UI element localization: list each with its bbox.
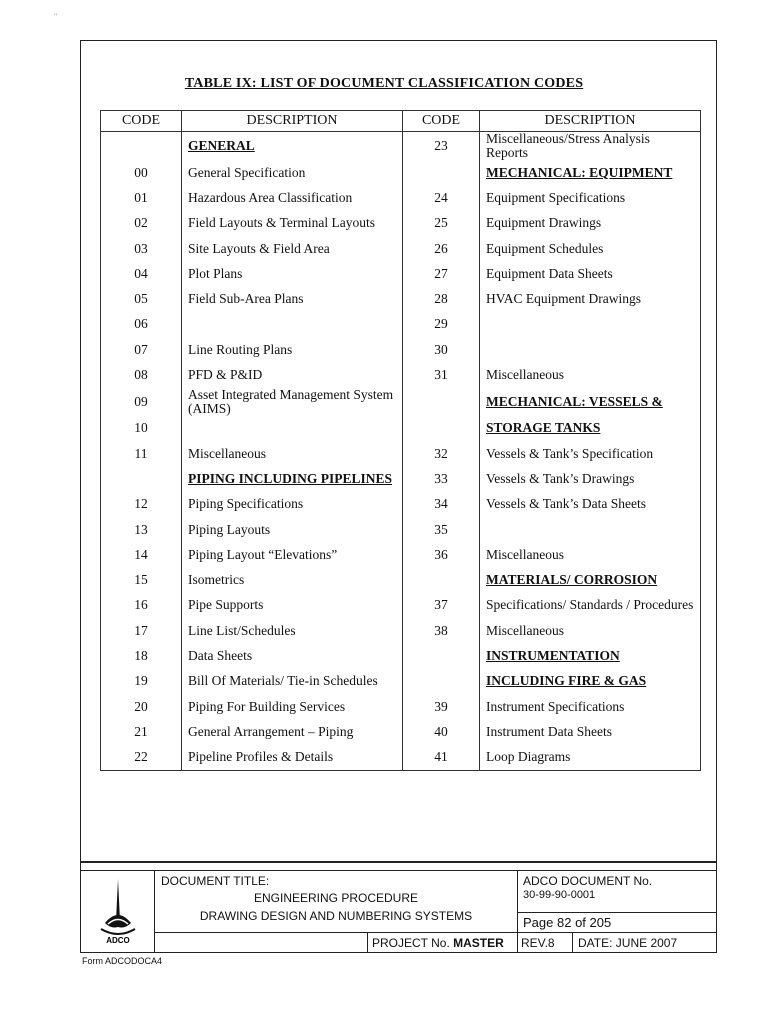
code-value: 05 [134, 291, 148, 307]
code-value: 40 [434, 723, 448, 739]
description-cell [182, 185, 403, 210]
table-row [101, 694, 701, 719]
table-body [101, 132, 701, 771]
description-text: HVAC Equipment Drawings [486, 291, 641, 307]
column-header-description: DESCRIPTION [480, 111, 701, 132]
description-cell [480, 618, 701, 643]
section-heading: INCLUDING FIRE & GAS [486, 673, 647, 689]
table-row [101, 593, 701, 618]
description-text: Piping For Building Services [188, 698, 346, 714]
code-value: 03 [134, 240, 148, 256]
code-value: 08 [134, 367, 148, 383]
description-cell [480, 185, 701, 210]
section-heading: PIPING INCLUDING PIPELINES [188, 470, 393, 486]
document-date: DATE: JUNE 2007 [578, 936, 678, 950]
description-cell [182, 236, 403, 261]
code-value: 39 [434, 698, 448, 714]
description-cell [182, 669, 403, 694]
table-row [101, 337, 701, 362]
description-text: Specifications/ Standards / Procedures [486, 597, 694, 613]
svg-text:ADCO: ADCO [106, 936, 130, 945]
description-text: PFD & P&ID [188, 367, 263, 383]
description-text: Field Sub-Area Plans [188, 291, 304, 307]
description-text: Vessels & Tank’s Data Sheets [486, 496, 647, 512]
code-cell [403, 132, 480, 161]
table-row [101, 286, 701, 311]
code-cell [403, 643, 480, 668]
code-cell [101, 132, 182, 161]
description-cell [182, 416, 403, 441]
description-cell [182, 694, 403, 719]
code-cell [101, 185, 182, 210]
code-cell [101, 517, 182, 542]
description-cell [480, 669, 701, 694]
description-text: Line List/Schedules [188, 622, 296, 638]
description-cell [182, 466, 403, 491]
description-text: Miscellaneous/Stress Analysis Reports [486, 131, 650, 160]
section-heading: MATERIALS/ CORROSION [486, 572, 658, 588]
corner-mark: " [54, 12, 58, 21]
document-title-label: DOCUMENT TITLE: [161, 874, 270, 888]
code-value: 38 [434, 622, 448, 638]
section-heading: INSTRUMENTATION [486, 647, 620, 663]
description-cell [182, 517, 403, 542]
description-text: Miscellaneous [486, 546, 564, 562]
table-row [101, 745, 701, 771]
code-value: 25 [434, 215, 448, 231]
code-cell [403, 745, 480, 771]
section-heading: MECHANICAL: VESSELS & [486, 393, 663, 409]
description-cell [480, 441, 701, 466]
description-cell [480, 593, 701, 618]
description-text: Vessels & Tank’s Drawings [486, 470, 635, 486]
description-text: Site Layouts & Field Area [188, 240, 330, 256]
description-text: Piping Layouts [188, 521, 271, 537]
code-value: 11 [134, 445, 148, 461]
section-heading: GENERAL [188, 138, 255, 153]
description-cell [182, 593, 403, 618]
description-text: Plot Plans [188, 265, 243, 281]
table-header-row [101, 111, 701, 132]
description-cell [182, 542, 403, 567]
description-cell [480, 261, 701, 286]
code-cell [403, 312, 480, 337]
code-cell [101, 236, 182, 261]
code-value: 12 [134, 496, 148, 512]
code-value: 13 [134, 521, 148, 537]
code-value: 26 [434, 240, 448, 256]
table-row [101, 466, 701, 491]
code-value: 16 [134, 597, 148, 613]
description-cell [480, 745, 701, 771]
description-text: Hazardous Area Classification [188, 189, 353, 205]
code-cell [101, 567, 182, 592]
code-cell [101, 312, 182, 337]
code-value: 33 [434, 470, 448, 486]
code-value: 30 [434, 341, 448, 357]
adco-document-number: 30-99-90-0001 [523, 889, 596, 901]
code-cell [101, 719, 182, 744]
code-value: 18 [134, 647, 148, 663]
description-cell [480, 160, 701, 185]
description-cell [182, 211, 403, 236]
code-value: 00 [134, 164, 148, 180]
table-row [101, 312, 701, 337]
code-cell [101, 211, 182, 236]
code-cell [101, 441, 182, 466]
code-cell [403, 542, 480, 567]
description-cell [480, 312, 701, 337]
description-cell [480, 567, 701, 592]
column-header-code: CODE [403, 111, 480, 132]
code-value: 27 [434, 265, 448, 281]
description-cell [182, 618, 403, 643]
description-text: General Specification [188, 164, 306, 180]
description-text: Instrument Specifications [486, 698, 625, 714]
description-text: Piping Layout “Elevations” [188, 546, 338, 562]
description-cell [182, 492, 403, 517]
table-row [101, 542, 701, 567]
classification-codes-table [100, 110, 701, 771]
table-row [101, 492, 701, 517]
code-cell [403, 669, 480, 694]
description-cell [480, 132, 701, 161]
code-cell [101, 261, 182, 286]
table-row [101, 132, 701, 161]
column-header-code: CODE [101, 111, 182, 132]
code-value: 20 [134, 698, 148, 714]
description-text: Miscellaneous [188, 445, 266, 461]
code-cell [403, 719, 480, 744]
code-cell [101, 416, 182, 441]
description-cell [480, 286, 701, 311]
description-text: Miscellaneous [486, 622, 564, 638]
section-heading: MECHANICAL: EQUIPMENT [486, 164, 673, 180]
column-header-description: DESCRIPTION [182, 111, 403, 132]
description-text: Field Layouts & Terminal Layouts [188, 215, 376, 231]
description-cell [480, 517, 701, 542]
code-value: 34 [434, 496, 448, 512]
code-value: 24 [434, 189, 448, 205]
code-value: 06 [134, 316, 148, 332]
description-cell [182, 388, 403, 416]
code-value: 14 [134, 546, 148, 562]
table-row [101, 643, 701, 668]
description-text: Piping Specifications [188, 496, 304, 512]
description-text: Loop Diagrams [486, 749, 571, 765]
table-row [101, 416, 701, 441]
document-title-line2: DRAWING DESIGN AND NUMBERING SYSTEMS [199, 909, 473, 923]
code-value: 09 [134, 393, 148, 409]
section-heading: STORAGE TANKS [486, 420, 601, 436]
table-row [101, 236, 701, 261]
description-cell [480, 362, 701, 387]
description-cell [182, 312, 403, 337]
code-value: 04 [134, 265, 148, 281]
description-cell [480, 337, 701, 362]
code-cell [101, 694, 182, 719]
description-cell [480, 388, 701, 416]
code-cell [403, 236, 480, 261]
description-text: Vessels & Tank’s Specification [486, 445, 654, 461]
code-value: 28 [434, 291, 448, 307]
code-value: 35 [434, 521, 448, 537]
code-value: 17 [134, 622, 148, 638]
description-cell [182, 132, 403, 161]
code-cell [101, 542, 182, 567]
description-cell [182, 160, 403, 185]
code-value: 21 [134, 723, 148, 739]
code-cell [403, 388, 480, 416]
code-cell [101, 286, 182, 311]
code-cell [403, 286, 480, 311]
description-text: Bill Of Materials/ Tie-in Schedules [188, 673, 378, 689]
code-cell [403, 261, 480, 286]
table-row [101, 517, 701, 542]
description-cell [182, 567, 403, 592]
code-value: 01 [134, 189, 148, 205]
table-row [101, 388, 701, 416]
code-cell [403, 362, 480, 387]
code-cell [403, 618, 480, 643]
description-cell [480, 643, 701, 668]
code-cell [101, 362, 182, 387]
project-number: PROJECT No. MASTER [372, 936, 504, 950]
table-row [101, 719, 701, 744]
description-text: Instrument Data Sheets [486, 723, 612, 739]
description-text: Equipment Data Sheets [486, 265, 613, 281]
code-value: 31 [434, 367, 448, 383]
description-cell [480, 211, 701, 236]
code-cell [101, 337, 182, 362]
code-cell [403, 441, 480, 466]
code-value: 32 [434, 445, 448, 461]
table-row [101, 669, 701, 694]
code-cell [101, 669, 182, 694]
description-text: Data Sheets [188, 647, 253, 663]
description-cell [182, 643, 403, 668]
code-cell [403, 567, 480, 592]
code-cell [403, 416, 480, 441]
description-cell [182, 745, 403, 771]
code-cell [101, 643, 182, 668]
description-text: Isometrics [188, 572, 245, 588]
code-cell [101, 388, 182, 416]
description-text: Pipe Supports [188, 597, 264, 613]
description-cell [480, 542, 701, 567]
description-text: Asset Integrated Management System (AIMS) [188, 386, 394, 416]
table-row [101, 185, 701, 210]
code-cell [101, 593, 182, 618]
table-row [101, 618, 701, 643]
table-row [101, 362, 701, 387]
code-cell [403, 517, 480, 542]
code-cell [101, 466, 182, 491]
code-cell [101, 745, 182, 771]
description-cell [182, 261, 403, 286]
description-cell [182, 286, 403, 311]
code-cell [101, 492, 182, 517]
table-row [101, 160, 701, 185]
document-title-line1: ENGINEERING PROCEDURE [253, 891, 419, 905]
code-value: 19 [134, 673, 148, 689]
document-footer [80, 862, 717, 953]
description-text: General Arrangement – Piping [188, 723, 354, 739]
code-cell [403, 160, 480, 185]
code-value: 15 [134, 572, 148, 588]
page-info: Page 82 of 205 [523, 915, 612, 930]
table-row [101, 567, 701, 592]
description-cell [480, 416, 701, 441]
adco-document-label: ADCO DOCUMENT No. [523, 874, 653, 888]
description-text: Equipment Schedules [486, 240, 604, 256]
description-cell [182, 337, 403, 362]
code-cell [403, 593, 480, 618]
code-cell [403, 694, 480, 719]
description-cell [182, 441, 403, 466]
code-value: 22 [134, 749, 148, 765]
code-value: 10 [134, 420, 148, 436]
description-text: Miscellaneous [486, 367, 564, 383]
table-row [101, 441, 701, 466]
description-cell [480, 694, 701, 719]
description-cell [480, 719, 701, 744]
description-text: Line Routing Plans [188, 341, 293, 357]
code-value: 07 [134, 341, 148, 357]
description-cell [480, 236, 701, 261]
code-cell [403, 466, 480, 491]
table-row [101, 261, 701, 286]
code-cell [101, 160, 182, 185]
description-cell [480, 466, 701, 491]
code-cell [101, 618, 182, 643]
code-value: 37 [434, 597, 448, 613]
revision: REV.8 [521, 936, 555, 950]
code-cell [403, 492, 480, 517]
code-cell [403, 185, 480, 210]
table-title: TABLE IX: LIST OF DOCUMENT CLASSIFICATION CODES [184, 76, 584, 91]
code-cell [403, 337, 480, 362]
code-value: 23 [434, 138, 448, 153]
code-value: 36 [434, 546, 448, 562]
description-text: Pipeline Profiles & Details [188, 749, 334, 765]
code-cell [403, 211, 480, 236]
code-value: 29 [434, 316, 448, 332]
description-text: Equipment Drawings [486, 215, 602, 231]
table-row [101, 211, 701, 236]
form-label: Form ADCODOCA4 [82, 956, 163, 966]
description-cell [182, 719, 403, 744]
description-cell [182, 362, 403, 387]
description-text: Equipment Specifications [486, 189, 626, 205]
adco-logo-icon [95, 877, 141, 949]
code-value: 41 [434, 749, 448, 765]
description-cell [480, 492, 701, 517]
code-value: 02 [134, 215, 148, 231]
